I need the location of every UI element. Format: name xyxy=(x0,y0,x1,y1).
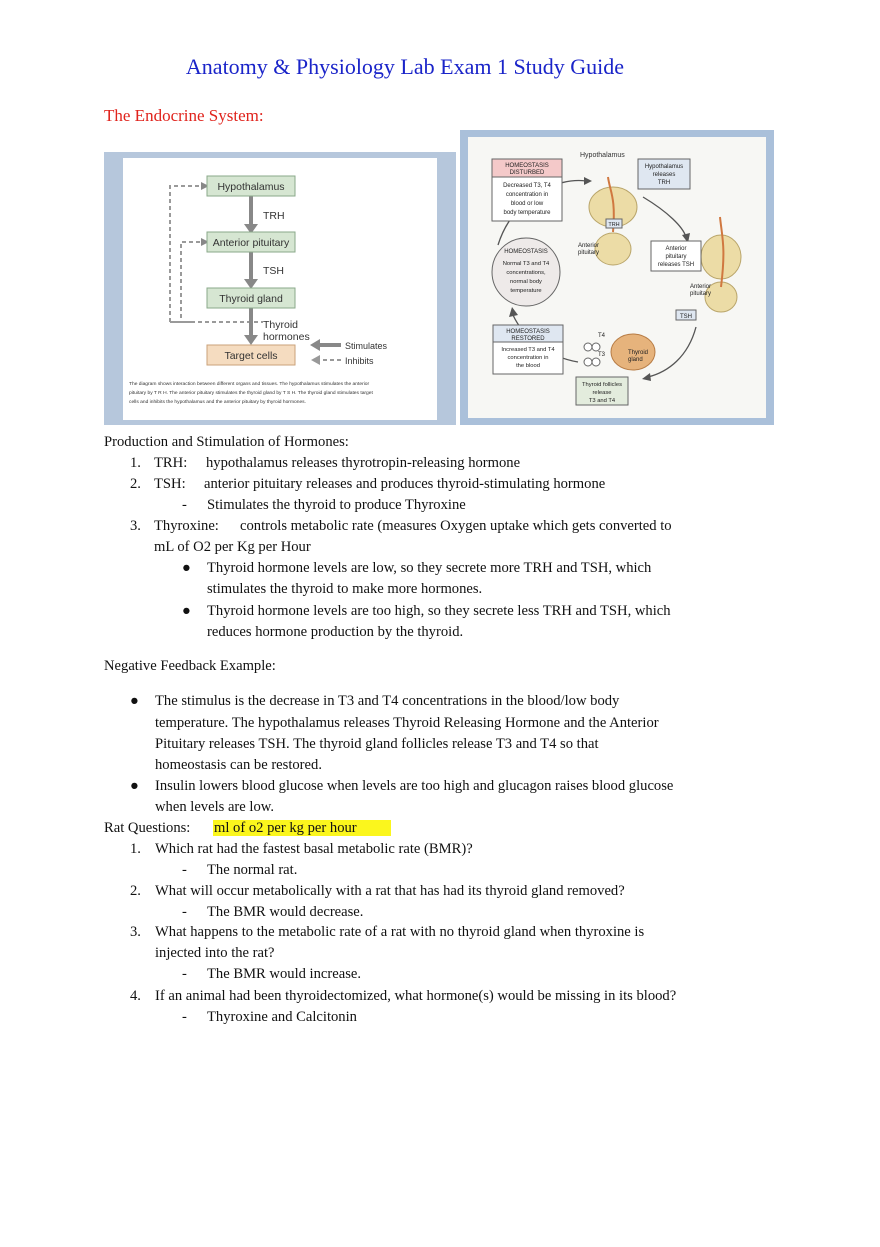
thyroid-gland-label: Thyroid gland xyxy=(219,293,283,305)
follicles-label-1: Thyroid follicles xyxy=(582,382,622,388)
tsh-definition: anterior pituitary releases and produces thyroid-stimulating hormone xyxy=(204,476,606,492)
disturbed-label-2: DISTURBED xyxy=(509,170,545,176)
list-number: 1. xyxy=(130,841,141,857)
negative-feedback-heading: Negative Feedback Example: xyxy=(104,658,276,674)
anterior-pit-label-1: Anterior xyxy=(578,243,600,249)
fig2-thyroid-label-1: Thyroid xyxy=(628,350,649,356)
normal-label-4: temperature xyxy=(510,288,542,294)
list-number: 3. xyxy=(130,518,141,534)
anterior-pit-right-1: Anterior xyxy=(690,284,712,290)
bullet: ● xyxy=(130,778,139,794)
bullet-text: Pituitary releases TSH. The thyroid gland follicles release T3 and T4 so that xyxy=(155,736,599,752)
t3-label: T3 xyxy=(598,352,606,358)
increased-label-2: concentration in xyxy=(507,355,549,361)
bullet: ● xyxy=(130,693,139,709)
anterior-pituitary-label: Anterior pituitary xyxy=(212,237,290,249)
bullet-text: The stimulus is the decrease in T3 and T4 concentrations in the blood/low body xyxy=(155,693,620,709)
thyroxine-term: Thyroxine: xyxy=(154,518,219,534)
increased-label-3: the blood xyxy=(516,363,540,369)
rat-questions-heading: Rat Questions: xyxy=(104,820,191,836)
bullet-text: Thyroid hormone levels are low, so they secrete more TRH and TSH, which xyxy=(207,560,652,576)
bullet-text: Insulin lowers blood glucose when levels are too high and glucagon raises blood glucose xyxy=(155,778,674,794)
question: If an animal had been thyroidectomized, what hormone(s) would be missing in its blood? xyxy=(155,988,677,1004)
anterior-pit-right-2: pituitary xyxy=(690,291,712,297)
anterior-pit-label-2: pituitary xyxy=(578,250,600,256)
thyroid-hormones-label-2: hormones xyxy=(263,331,310,343)
tsh-term: TSH: xyxy=(154,476,186,492)
answer: The BMR would decrease. xyxy=(207,904,364,920)
bullet-text: when levels are low. xyxy=(155,799,275,815)
hypothalamus-label: Hypothalamus xyxy=(217,181,285,193)
normal-label-1: Normal T3 and T4 xyxy=(502,261,550,267)
bullet: ● xyxy=(182,560,191,576)
inhibits-legend: Inhibits xyxy=(345,356,374,366)
decreased-label-2: concentration in xyxy=(505,192,549,198)
dash: - xyxy=(182,1009,187,1025)
tsh-label: TSH xyxy=(263,265,284,277)
bullet-text: temperature. The hypothalamus releases Thyroid Releasing Hormone and the Anterior xyxy=(155,715,659,731)
answer: The BMR would increase. xyxy=(207,966,362,982)
hyp-releases-label-1: Hypothalamus xyxy=(644,164,684,170)
fig2-tsh-label: TSH xyxy=(680,314,692,320)
decreased-label-3: blood or low xyxy=(510,201,544,207)
ap-releases-label-1: Anterior xyxy=(665,246,687,252)
pituitary-shape-left xyxy=(595,233,631,265)
target-cells-label: Target cells xyxy=(224,350,278,362)
question: What happens to the metabolic rate of a rat with no thyroid gland when thyroxine is xyxy=(155,924,645,940)
list-number: 4. xyxy=(130,988,141,1004)
inhibit-line-inner xyxy=(181,242,201,322)
figure1-caption-2: pituitary by T R H. The anterior pituitary stimulates the thyroid gland by T S H. The thyroid gland stimulates target xyxy=(129,391,373,396)
tsh-sub-point: Stimulates the thyroid to produce Thyroxine xyxy=(207,497,466,513)
hyp-releases-label-3: TRH xyxy=(657,180,671,186)
thyroxine-definition-2: mL of O2 per Kg per Hour xyxy=(154,539,311,555)
hypothalamus-shape-right xyxy=(701,235,741,279)
cycle-diagram-svg xyxy=(468,137,766,418)
question: What will occur metabolically with a rat that has had its thyroid gland removed? xyxy=(155,883,625,899)
dash: - xyxy=(182,497,187,513)
bullet-text: homeostasis can be restored. xyxy=(155,757,322,773)
fig2-thyroid-label-2: gland xyxy=(628,357,643,363)
flow-diagram-svg xyxy=(123,158,437,420)
decreased-label-4: body temperature xyxy=(503,210,551,216)
homeostasis-label: HOMEOSTASIS xyxy=(504,249,548,255)
answer: Thyroxine and Calcitonin xyxy=(207,1009,357,1025)
list-number: 2. xyxy=(130,883,141,899)
dash: - xyxy=(182,862,187,878)
list-number: 2. xyxy=(130,476,141,492)
bullet-text: Thyroid hormone levels are too high, so they secrete less TRH and TSH, which xyxy=(207,603,671,619)
question: Which rat had the fastest basal metabolic rate (BMR)? xyxy=(155,841,473,857)
figure1-caption-1: The diagram shows interaction between different organs and tissues. The hypothalamus stimulates the anterior xyxy=(129,382,370,387)
thyroxine-definition: controls metabolic rate (measures Oxygen uptake which gets converted to xyxy=(240,518,672,534)
ap-releases-label-2: pituitary xyxy=(665,254,687,260)
disturbed-label-1: HOMEOSTASIS xyxy=(505,163,549,169)
highlighted-units: ml of o2 per kg per hour xyxy=(213,820,391,836)
endocrine-flow-diagram xyxy=(104,152,456,425)
normal-label-3: normal body xyxy=(510,279,542,285)
fig2-hypothalamus-label: Hypothalamus xyxy=(580,152,625,159)
production-heading: Production and Stimulation of Hormones: xyxy=(104,434,349,450)
follicles-label-2: release xyxy=(592,390,612,396)
trh-label: TRH xyxy=(263,210,285,222)
cycle-arrow-right xyxy=(643,197,686,237)
question: injected into the rat? xyxy=(155,945,275,961)
t4-label: T4 xyxy=(598,333,606,339)
list-number: 1. xyxy=(130,455,141,471)
trh-definition: hypothalamus releases thyrotropin-releasing hormone xyxy=(206,455,521,471)
thyroid-hormones-label: Thyroid xyxy=(263,319,299,331)
dash: - xyxy=(182,966,187,982)
page-title: Anatomy & Physiology Lab Exam 1 Study Guide xyxy=(185,54,625,79)
decreased-label-1: Decreased T3, T4 xyxy=(503,183,551,189)
inhibit-line-outer xyxy=(170,186,201,322)
stimulates-legend: Stimulates xyxy=(345,341,388,351)
normal-label-2: concentrations, xyxy=(506,270,546,276)
trh-term: TRH: xyxy=(154,455,188,471)
bullet-text: reduces hormone production by the thyroid. xyxy=(207,624,464,640)
answer: The normal rat. xyxy=(207,862,298,878)
restored-label-1: HOMEOSTASIS xyxy=(506,329,550,335)
increased-label-1: Increased T3 and T4 xyxy=(501,347,555,353)
feedback-cycle-diagram xyxy=(460,130,774,425)
ap-releases-label-3: releases TSH xyxy=(657,262,695,268)
follicles-label-3: T3 and T4 xyxy=(588,398,616,404)
figure1-caption-3: cells and inhibits the hypothalamus and the anterior pituitary by thyroid hormones. xyxy=(129,400,306,405)
hyp-releases-label-2: releases xyxy=(652,172,676,178)
fig2-trh-label: TRH xyxy=(608,222,620,228)
list-number: 3. xyxy=(130,924,141,940)
restored-label-2: RESTORED xyxy=(511,336,545,342)
bullet-text: stimulates the thyroid to make more hormones. xyxy=(207,581,483,597)
bullet: ● xyxy=(182,603,191,619)
section-title: The Endocrine System: xyxy=(104,106,264,125)
dash: - xyxy=(182,904,187,920)
